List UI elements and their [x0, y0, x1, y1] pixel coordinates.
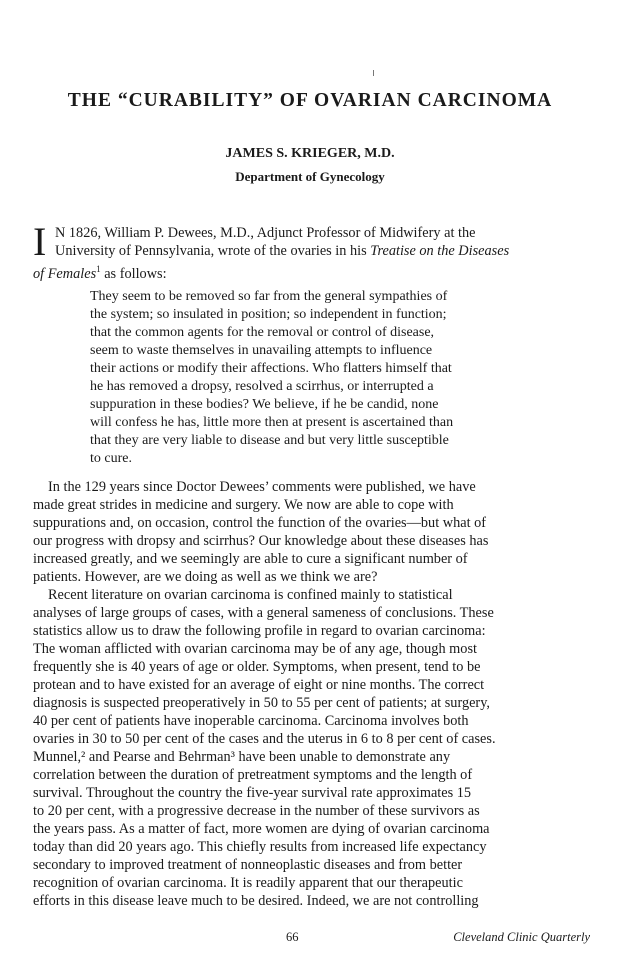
quote-line: their actions or modify their affections. Who flatters himself that [90, 361, 452, 376]
body-line: Munnel,² and Pearse and Behrman³ have been unable to demonstrate any [33, 749, 451, 765]
body-line: Recent literature on ovarian carcinoma is confined mainly to statistical [48, 587, 453, 603]
body-line: In the 129 years since Doctor Dewees’ comments were published, we have [48, 479, 476, 495]
body-line: suppurations and, on occasion, control the function of the ovaries—but what of [33, 515, 487, 531]
body-line: our progress with dropsy and scirrhus? Our knowledge about these diseases has [33, 533, 489, 549]
body-line: 40 per cent of patients have inoperable carcinoma. Carcinoma involves both [33, 713, 469, 729]
quote-line: suppuration in these bodies? We believe, if he be candid, none [90, 397, 439, 412]
quote-line: the system; so insulated in position; so independent in function; [90, 307, 447, 322]
intro-line-2 [55, 242, 509, 260]
intro-line-1: N 1826, William P. Dewees, M.D., Adjunct Professor of Midwifery at the [55, 225, 476, 241]
quote-line: seem to waste themselves in unavailing attempts to influence [90, 343, 433, 358]
body-line: The woman afflicted with ovarian carcinoma may be of any age, though most [33, 641, 477, 657]
body-line: secondary to improved treatment of nonneoplastic diseases and from better [33, 857, 463, 873]
body-line: protean and to have existed for an average of eight or nine months. The correct [33, 677, 485, 693]
quote-line: that they are very liable to disease and but very little susceptible [90, 433, 449, 448]
body-line: statistics allow us to draw the following profile in regard to ovarian carcinoma: [33, 623, 486, 639]
journal-name: Cleveland Clinic Quarterly [453, 930, 590, 944]
body-line: survival. Throughout the country the five-year survival rate approximates 15 [33, 785, 472, 801]
quote-line: to cure. [90, 451, 132, 466]
body-line: made great strides in medicine and surgery. We now are able to cope with [33, 497, 454, 513]
intro-line-3 [33, 260, 167, 283]
body-line: diagnosis is suspected preoperatively in 50 to 55 per cent of patients; at surgery, [33, 695, 490, 711]
body-line: today than did 20 years ago. This chiefly results from increased life expectancy [33, 839, 487, 855]
footnote-ref-1: 1 [96, 264, 101, 274]
body-line: ovaries in 30 to 50 per cent of the cases and the uterus in 6 to 8 per cent of cases. [33, 731, 496, 747]
body-line: to 20 per cent, with a progressive decrease in the number of these survivors as [33, 803, 480, 819]
quote-line: They seem to be removed so far from the general sympathies of [90, 289, 448, 304]
body-line: recognition of ovarian carcinoma. It is readily apparent that our therapeutic [33, 875, 463, 891]
body-line: the years pass. As a matter of fact, more women are dying of ovarian carcinoma [33, 821, 490, 837]
author-department: Department of Gynecology [235, 169, 385, 184]
page-number: 66 [286, 930, 299, 944]
drop-cap: I [33, 219, 47, 264]
body-line: correlation between the duration of pretreatment symptoms and the length of [33, 767, 473, 783]
treatise-title-cont: of Females [33, 265, 97, 282]
body-line: increased greatly, and we seemingly are able to cure a significant number of [33, 551, 468, 567]
body-line: frequently she is 40 years of age or older. Symptoms, when present, tend to be [33, 659, 481, 675]
quote-line: that the common agents for the removal or control of disease, [90, 325, 435, 340]
quote-line: will confess he has, little more then at present is ascertained than [90, 415, 454, 430]
intro-line-2-text: University of Pennsylvania, wrote of the ovaries in his [55, 243, 367, 259]
body-line: patients. However, are we doing as well as we think we are? [33, 569, 378, 585]
quote-line: he has removed a dropsy, resolved a scirrhus, or interrupted a [90, 379, 434, 394]
article-title: THE “CURABILITY” OF OVARIAN CARCINOMA [67, 90, 553, 111]
scan-mark [373, 70, 374, 76]
treatise-title: Treatise on the Diseases [370, 243, 510, 259]
body-line: analyses of large groups of cases, with a general sameness of conclusions. These [33, 605, 494, 621]
intro-line-3-text: as follows: [100, 265, 167, 282]
body-line: efforts in this disease leave much to be desired. Indeed, we are not controlling [33, 893, 479, 909]
author-name: JAMES S. KRIEGER, M.D. [225, 146, 395, 161]
